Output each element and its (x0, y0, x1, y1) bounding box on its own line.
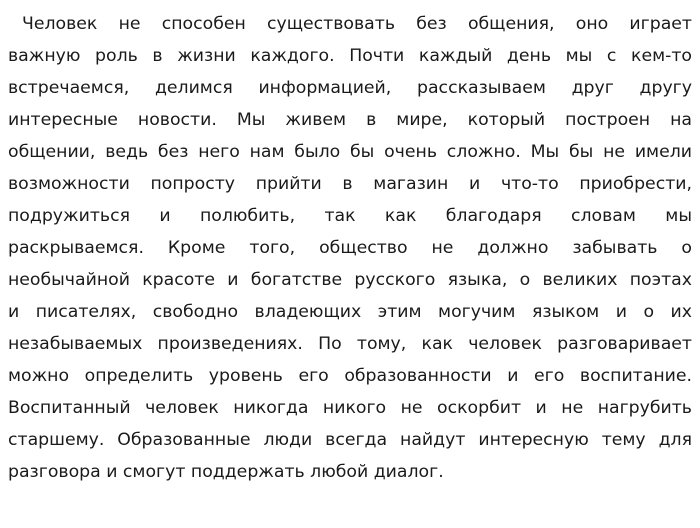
essay-paragraph (8, 8, 692, 488)
text-line: интересные новости. Мы живем в мире, который построен на (8, 110, 692, 130)
text-line: и писателях, свободно владеющих этим могучим языком и о их (8, 302, 692, 322)
text-line: важную роль в жизни каждого. Почти каждый день мы с кем-то (8, 46, 692, 66)
text-line: Воспитанный человек никогда никого не оскорбит и не нагрубить (8, 398, 692, 418)
text-line: незабываемых произведениях. По тому, как человек разговаривает (8, 334, 692, 354)
text-line: возможности попросту прийти в магазин и что-то приобрести, (8, 174, 692, 194)
text-line: общении, ведь без него нам было бы очень сложно. Мы бы не имели (8, 142, 692, 162)
text-line: необычайной красоте и богатстве русского языка, о великих поэтах (8, 270, 692, 290)
text-line: встречаемся, делимся информацией, рассказываем друг другу (8, 78, 692, 98)
text-line: подружиться и полюбить, так как благодаря словам мы (8, 206, 692, 226)
text-line: разговора и смогут поддержать любой диалог. (8, 462, 444, 482)
text-line: можно определить уровень его образованности и его воспитание. (8, 366, 692, 386)
text-line: раскрываемся. Кроме того, общество не должно забывать о (8, 238, 692, 258)
text-line: Человек не способен существовать без общения, оно играет (22, 14, 692, 34)
text-line: старшему. Образованные люди всегда найдут интересную тему для (8, 430, 692, 450)
